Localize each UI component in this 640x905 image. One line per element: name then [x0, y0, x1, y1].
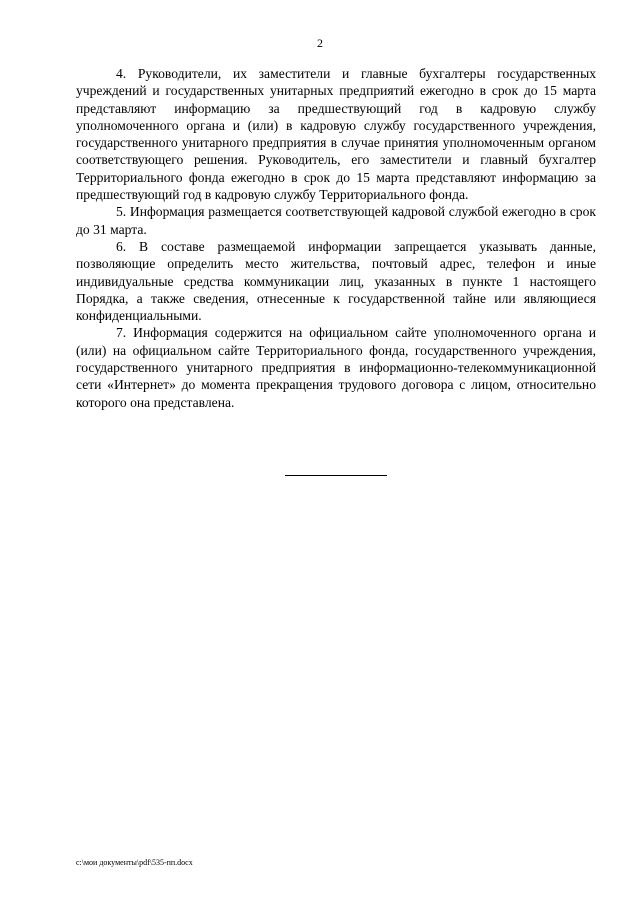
footer-file-path: c:\мои документы\pdf\535-пп.docx [76, 858, 193, 867]
paragraph-7: 7. Информация содержится на официальном сайте уполномоченного органа и (или) на официальном сайте Территориального фонда, государственного учреждения, государственного унитарного предприятия в информационно-телекоммуникационной сети «Интернет» до момента прекращения трудового договора с лицом, относительно которого она представлена. [76, 325, 596, 410]
end-separator-line [285, 475, 387, 476]
paragraph-6: 6. В составе размещаемой информации запрещается указывать данные, позволяющие определить место жительства, почтовый адрес, телефон и иные индивидуальные средства коммуникации лиц, указанных в пункте 1 настоящего Порядка, а также сведения, отнесенные к государственной тайне или являющиеся конфиденциальными. [76, 238, 596, 324]
paragraph-5: 5. Информация размещается соответствующей кадровой службой ежегодно в срок до 31 марта. [76, 204, 596, 237]
paragraph-4: 4. Руководители, их заместители и главные бухгалтеры государственных учреждений и государственных унитарных предприятий ежегодно в срок до 15 марта представляют информацию за предшествующий год в кадровую службу уполномоченного органа и (или) в кадровую службу государственного учреждения, государственного унитарного предприятия в случае принятия уполномоченным органом соответствующего решения. Руководитель, его заместители и главный бухгалтер Территориального фонда ежегодно в срок до 15 марта представляют информацию за предшествующий год в кадровую службу Территориального фонда. [76, 66, 596, 203]
page-number: 2 [317, 36, 323, 50]
document-body [76, 65, 596, 411]
